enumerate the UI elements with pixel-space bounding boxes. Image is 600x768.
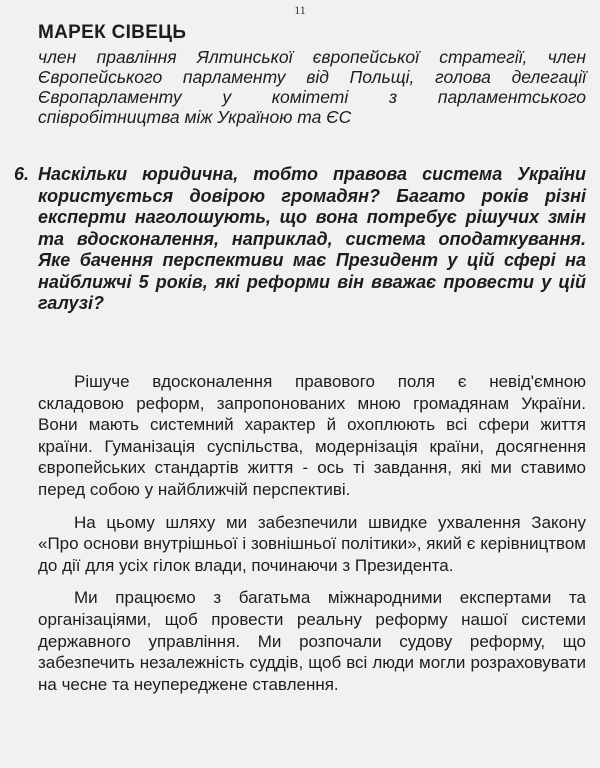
question-text: Наскільки юридична, тобто правова система України користується довірою громадян? Багато років різні експерти наголошують, що вона потребує рішучих змін та вдосконалення, наприклад, система оподаткування. Яке бачення перспективи має Президент у цій сфері на найближчі 5 років, які реформи він вважає провести у цій галузі?	[38, 164, 586, 313]
author-role: член правління Ялтинської європейської стратегії, член Європейського парламенту від Польщі, голова делегації Європарламенту у комітеті з парламентського співробітництва між Україною та ЄС	[38, 47, 586, 127]
author-name: МАРЕК СІВЕЦЬ	[38, 22, 187, 43]
question-number: 6.	[14, 164, 30, 184]
answer-paragraph: На цьому шляху ми забезпечили швидке ухвалення Закону «Про основи внутрішньої і зовнішньої політики», який є керівництвом до дії для усіх гілок влади, починаючи з Президента.	[38, 512, 586, 575]
answer-paragraph: Ми працюємо з багатьма міжнародними експертами та організаціями, щоб провести реальну реформу нашої системи державного управління. Ми розпочали судову реформу, що забезпечить незалежність суддів, щоб всі люди могли розраховувати на чесне та неупереджене ставлення.	[38, 588, 586, 694]
page-number: 11	[294, 3, 306, 17]
answer-paragraph: Рішуче вдосконалення правового поля є невід'ємною складовою реформ, запропонованих мною громадянам України. Вони мають системний характер й охоплюють всі сфери життя країни. Гуманізація суспільства, модернізація країни, досягнення європейських стандартів життя - ось ті завдання, які ми ставимо перед собою у найближчій перспективі.	[38, 372, 586, 499]
answer-body	[38, 371, 586, 706]
